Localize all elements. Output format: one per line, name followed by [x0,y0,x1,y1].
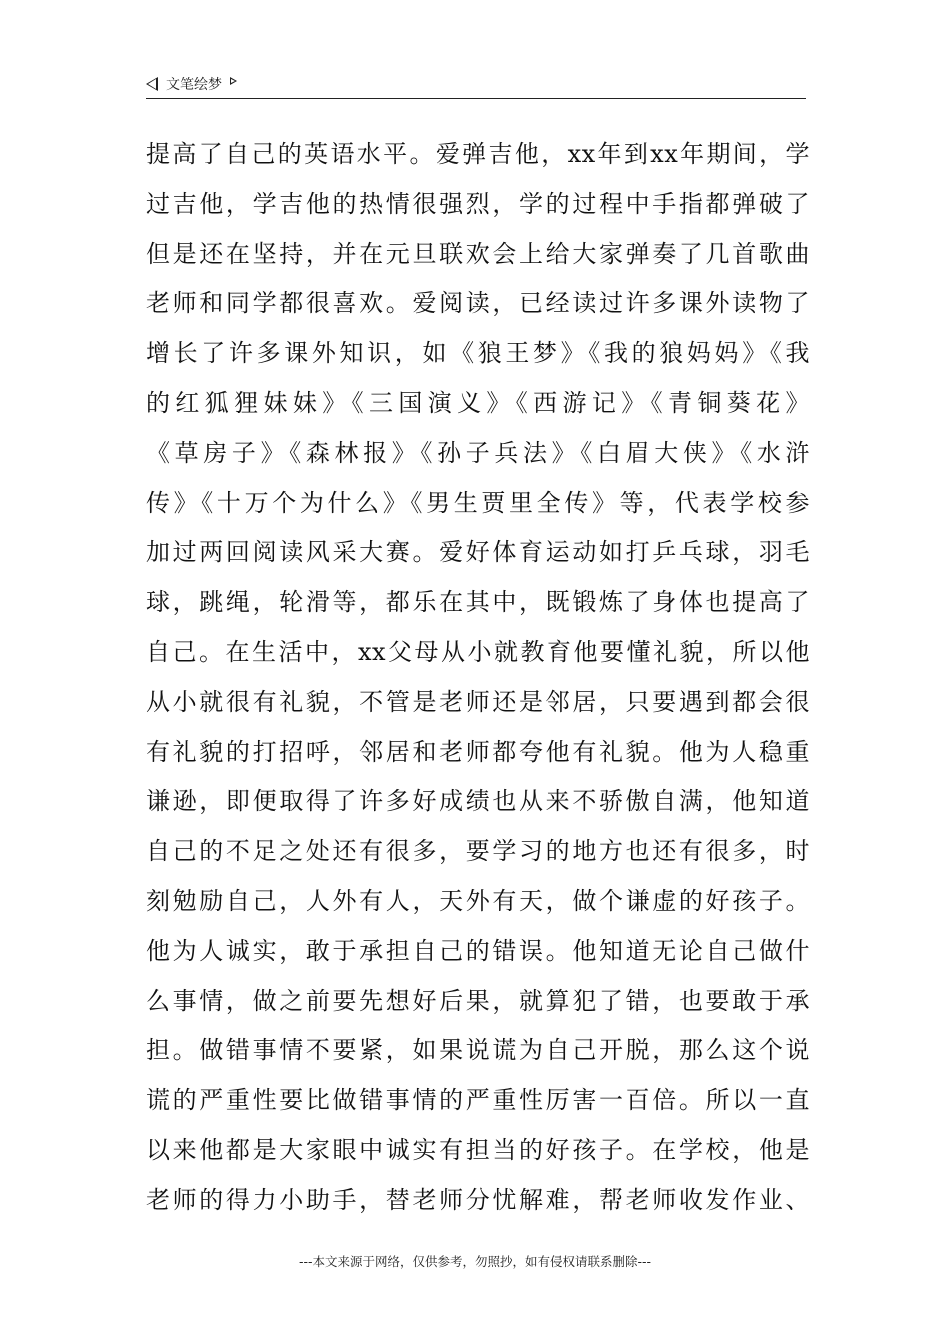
text-line: 自己的不足之处还有很多，要学习的地方也还有很多，时 [146,837,810,866]
text-line: 有礼貌的打招呼，邻居和老师都夸他有礼貌。他为人稳重 [146,737,810,766]
text-line: 谦逊，即便取得了许多好成绩也从来不骄傲自满，他知道 [146,787,810,816]
text-line: 《草房子》《森林报》《孙子兵法》《白眉大侠》《水浒 [146,438,810,467]
text-line: 老师和同学都很喜欢。爱阅读，已经读过许多课外读物了 [146,289,810,318]
text-line: 老师的得力小助手，替老师分忧解难，帮老师收发作业、 [146,1185,810,1214]
page-header [146,72,806,99]
header-title-group [146,74,237,94]
triangle-left-icon [146,77,158,91]
text-line: 从小就很有礼貌，不管是老师还是邻居，只要遇到都会很 [146,687,810,716]
text-line: 么事情，做之前要先想好后果，就算犯了错，也要敢于承 [146,986,810,1015]
text-line: 谎的严重性要比做错事情的严重性厉害一百倍。所以一直 [146,1086,810,1115]
text-line: 球，跳绳，轮滑等，都乐在其中，既锻炼了身体也提高了 [146,588,810,617]
text-line: 他为人诚实，敢于承担自己的错误。他知道无论自己做什 [146,936,810,965]
document-body [146,130,810,1226]
triangle-right-icon [230,77,237,85]
text-line: 传》《十万个为什么》《男生贾里全传》等，代表学校参 [146,488,810,517]
text-line: 过吉他，学吉他的热情很强烈，学的过程中手指都弹破了 [146,189,810,218]
header-title: 文笔绘梦 [166,77,222,93]
text-line: 但是还在坚持，并在元旦联欢会上给大家弹奏了几首歌曲 [146,239,810,268]
text-line: 以来他都是大家眼中诚实有担当的好孩子。在学校，他是 [146,1135,810,1164]
text-line: 担。做错事情不要紧，如果说谎为自己开脱，那么这个说 [146,1036,810,1065]
text-line: 刻勉励自己，人外有人，天外有天，做个谦虚的好孩子。 [146,886,810,915]
text-line: 提高了自己的英语水平。爱弹吉他，xx年到xx年期间，学 [146,140,810,168]
text-line: 的红狐狸妹妹》《三国演义》《西游记》《青铜葵花》 [146,388,810,417]
page-footer: ---本文来源于网络，仅供参考，勿照抄，如有侵权请联系删除--- [298,1254,652,1269]
text-line: 加过两回阅读风采大赛。爱好体育运动如打乒乓球，羽毛 [146,538,810,567]
text-line: 增长了许多课外知识，如《狼王梦》《我的狼妈妈》《我 [146,339,810,368]
text-line: 自己。在生活中，xx父母从小就教育他要懂礼貌，所以他 [146,637,810,666]
